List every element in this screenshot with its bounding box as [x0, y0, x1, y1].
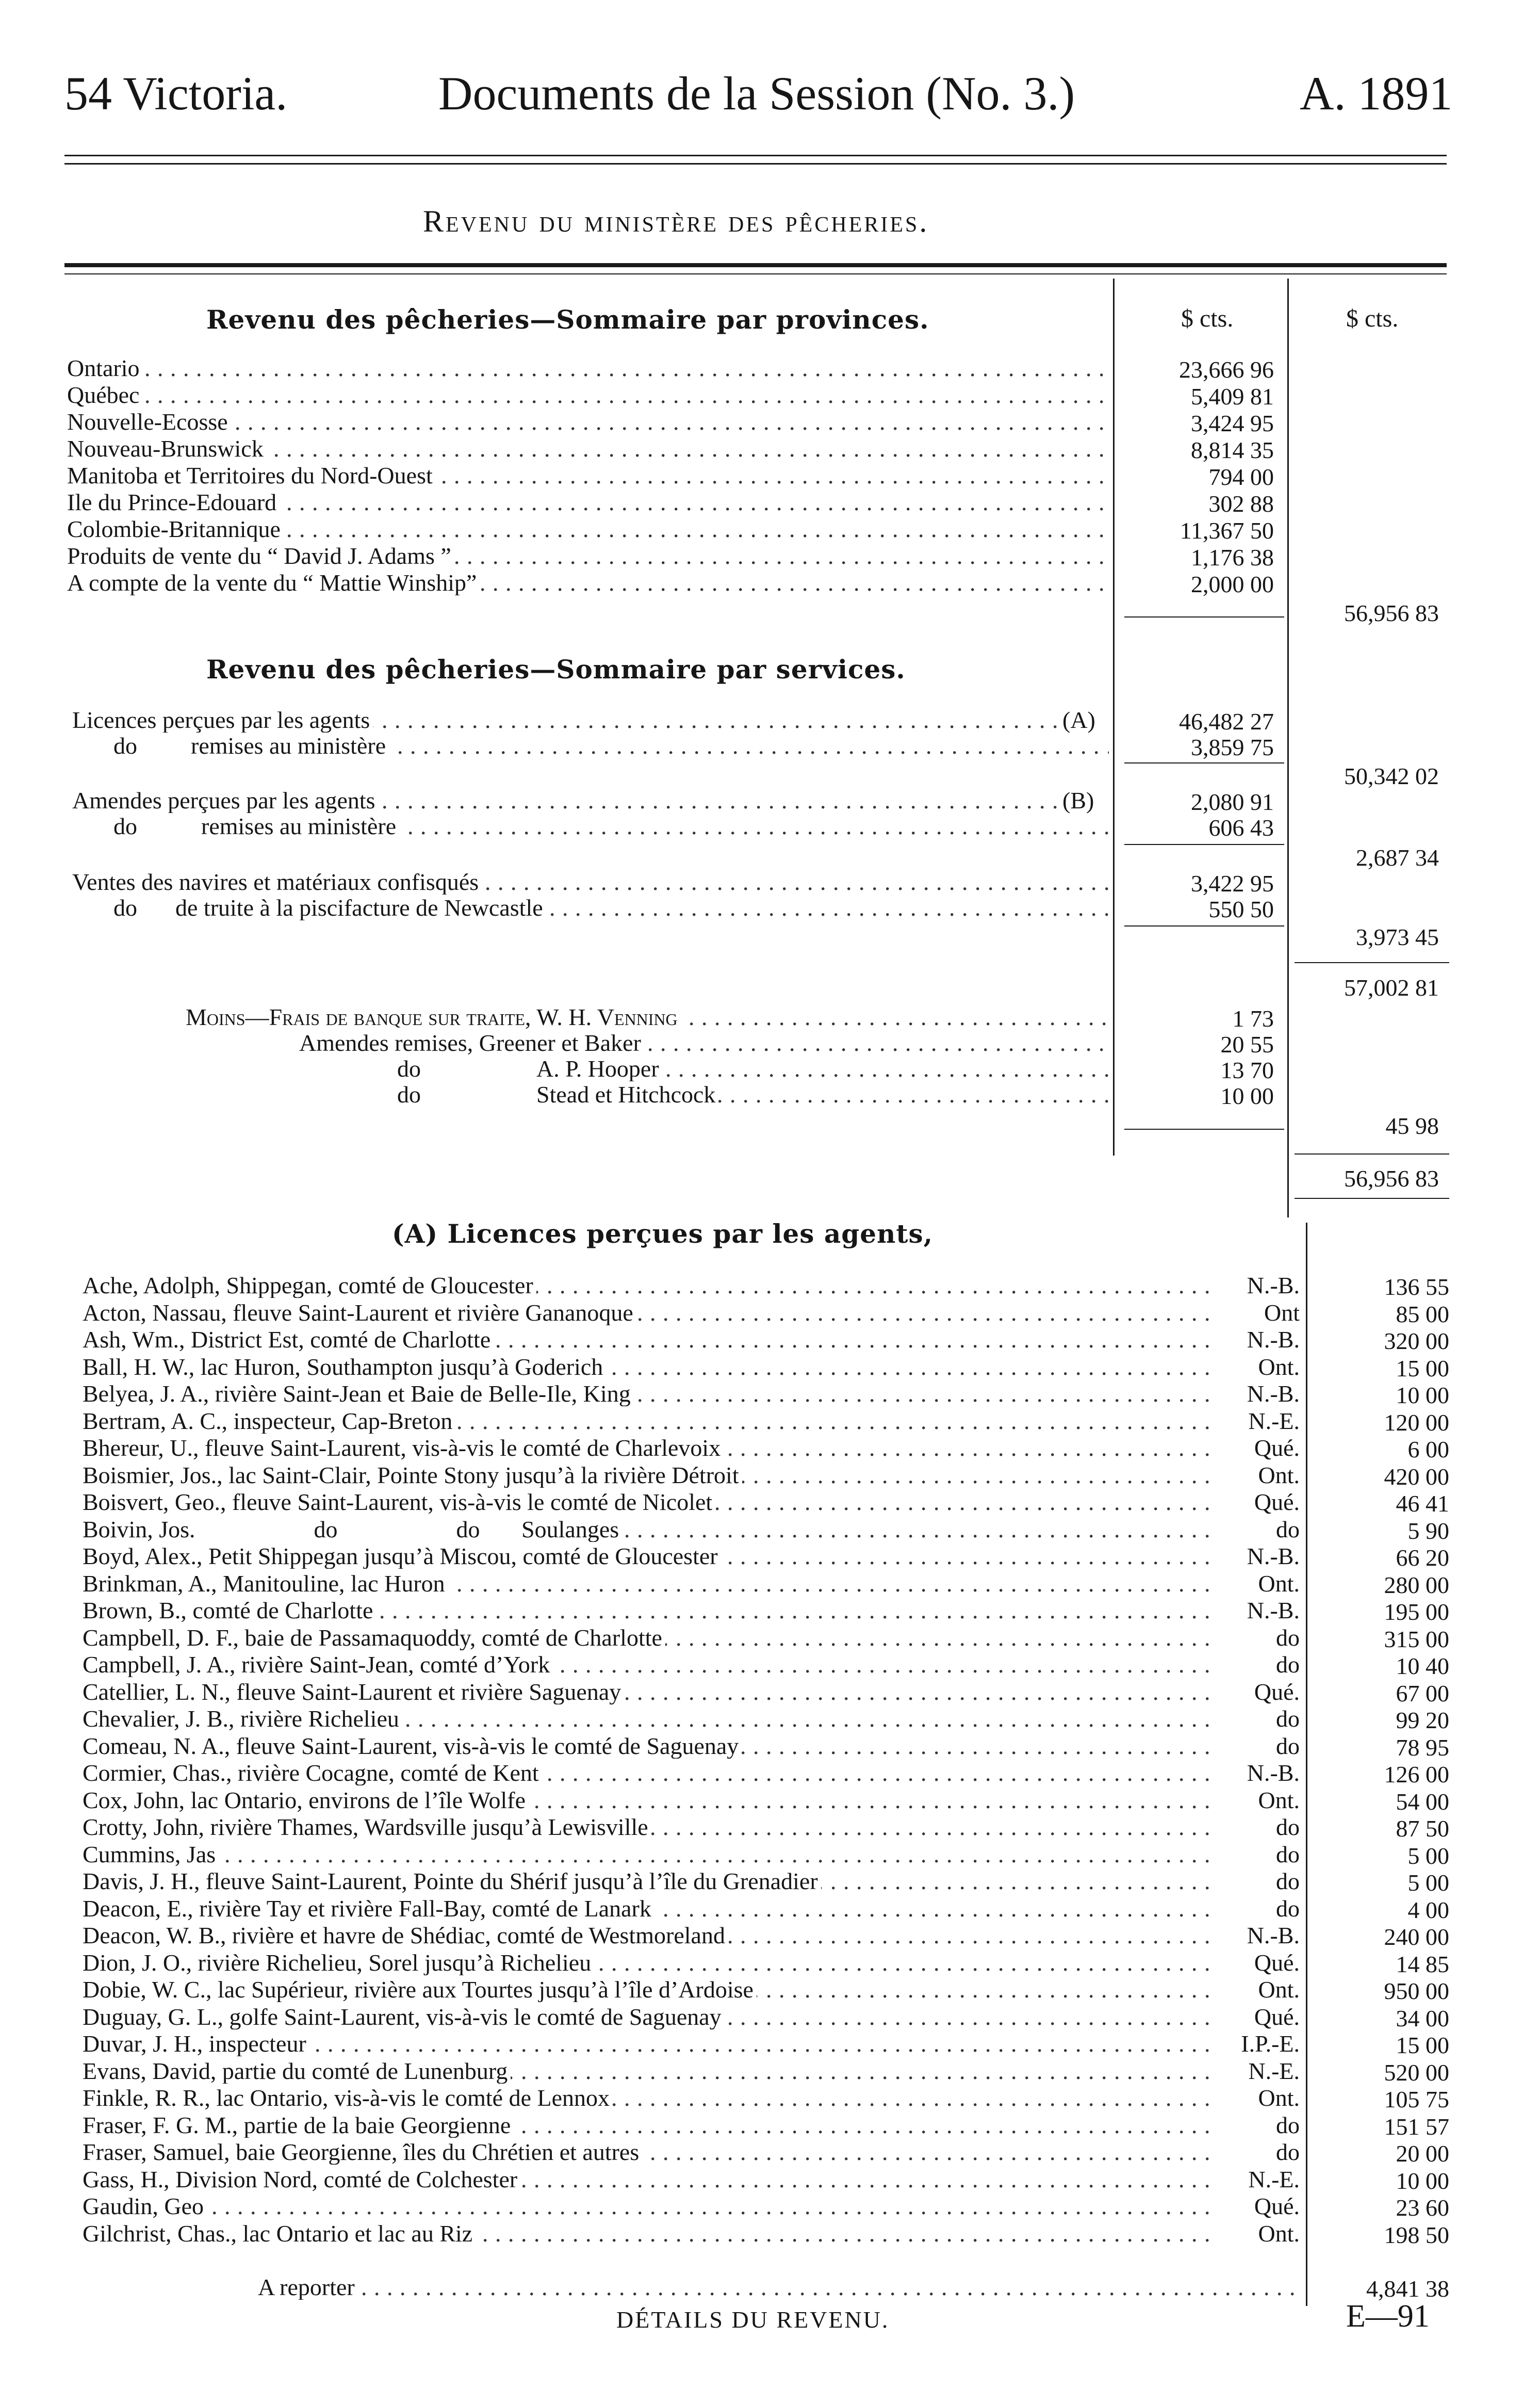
- licence-row: [83, 2032, 1305, 2056]
- licence-agent-label: Ball, H. W., lac Huron, Southampton jusqu’à Goderich: [83, 1355, 606, 1379]
- licence-province: N.-B.: [1212, 1761, 1300, 1785]
- licence-amount: 85 00: [1396, 1301, 1449, 1327]
- licence-agent-label: Acton, Nassau, fleuve Saint-Laurent et rivière Gananoque: [83, 1301, 636, 1325]
- services-grand-total: 57,002 81: [1344, 974, 1439, 1001]
- licence-amount: 66 20: [1396, 1545, 1449, 1571]
- licence-province: do: [1212, 1815, 1300, 1840]
- licence-row: [83, 2167, 1305, 2192]
- licence-amount: 78 95: [1396, 1734, 1449, 1761]
- licence-province: N.-E.: [1212, 1409, 1300, 1434]
- services-ventes-truite-row: do de truite à la piscifacture de Newcastle . . .: [113, 896, 1119, 920]
- services-amendes-row: Amendes perçues par les agents . . . (B): [72, 788, 1124, 813]
- header-year: A. 1891: [1300, 67, 1453, 120]
- licence-agent-label: Dobie, W. C., lac Supérieur, rivière aux Tourtes jusqu’à l’île d’Ardoise: [83, 1977, 757, 2002]
- province-label: Manitoba et Territoires du Nord-Ouest: [67, 463, 436, 488]
- licence-row: [83, 1436, 1305, 1460]
- licence-amount: 315 00: [1384, 1626, 1449, 1652]
- licence-province: N.-B.: [1212, 1327, 1300, 1352]
- licence-province: N.-B.: [1212, 1273, 1300, 1298]
- licence-amount: 10 00: [1396, 2168, 1449, 2194]
- licence-row: [83, 2221, 1305, 2246]
- licence-agent-label: Chevalier, J. B., rivière Richelieu: [83, 1707, 402, 1731]
- licence-amount: 46 41: [1396, 1490, 1449, 1517]
- licence-row: [83, 1544, 1305, 1569]
- licence-amount: 320 00: [1384, 1328, 1449, 1354]
- licence-province: Ont.: [1212, 1788, 1300, 1813]
- licence-agent-label: Gass, H., Division Nord, comté de Colchester: [83, 2167, 520, 2192]
- licence-agent-label: Deacon, E., rivière Tay et rivière Fall-Bay, comté de Lanark: [83, 1896, 654, 1921]
- rule-ventes: [1124, 925, 1284, 927]
- licence-row: [83, 1652, 1305, 1677]
- licence-agent-label: Bertram, A. C., inspecteur, Cap-Breton: [83, 1409, 455, 1434]
- licence-row: [83, 1842, 1305, 1867]
- services-amendes-remises-amount: 606 43: [1208, 815, 1274, 841]
- moins-greener-row: Amendes remises, Greener et Baker . . .: [299, 1031, 1119, 1055]
- title-rule-thin: [64, 273, 1447, 274]
- province-amount: 794 00: [1208, 464, 1274, 490]
- licence-province: do: [1212, 1652, 1300, 1677]
- services-ventes-truite-amount: 550 50: [1208, 896, 1274, 922]
- header-rule-top: [64, 155, 1447, 156]
- licence-amount: 420 00: [1384, 1464, 1449, 1490]
- licence-province: Ont.: [1212, 1977, 1300, 2002]
- province-label: A compte de la vente du “ Mattie Winship”: [67, 571, 480, 595]
- licence-province: N.-B.: [1212, 1382, 1300, 1406]
- licence-amount: 10 40: [1396, 1653, 1449, 1679]
- licence-amount: 15 00: [1396, 2032, 1449, 2058]
- rule-licences: [1124, 762, 1284, 763]
- licence-amount: 195 00: [1384, 1599, 1449, 1625]
- amendes-subtotal: 2,687 34: [1356, 844, 1439, 871]
- licence-province: I.P.-E.: [1212, 2032, 1300, 2056]
- licence-row: [83, 1788, 1305, 1813]
- licence-row: [83, 1598, 1305, 1623]
- licence-province: Ont: [1212, 1301, 1300, 1325]
- licence-row: [83, 1815, 1305, 1840]
- licence-row: [83, 1301, 1305, 1325]
- licence-province: N.-B.: [1212, 1923, 1300, 1948]
- provinces-total: 56,956 83: [1344, 600, 1439, 626]
- licence-row: [83, 2194, 1305, 2219]
- licence-agent-label: Cormier, Chas., rivière Cocagne, comté de Kent: [83, 1761, 542, 1785]
- licence-agent-label: Campbell, J. A., rivière Saint-Jean, comté d’York: [83, 1652, 553, 1677]
- licence-amount: 6 00: [1407, 1436, 1449, 1463]
- services-licences-amount: 46,482 27: [1179, 708, 1274, 735]
- licence-province: Qué.: [1212, 1490, 1300, 1515]
- licence-amount: 87 50: [1396, 1815, 1449, 1842]
- licence-amount: 5 00: [1407, 1870, 1449, 1896]
- page-title: Revenu du ministère des pêcheries.: [423, 204, 929, 238]
- licence-amount: 198 50: [1384, 2222, 1449, 2248]
- licence-amount: 67 00: [1396, 1680, 1449, 1707]
- licence-agent-label: Bhereur, U., fleuve Saint-Laurent, vis-à-vis le comté de Charlevoix: [83, 1436, 724, 1460]
- licence-amount: 280 00: [1384, 1572, 1449, 1598]
- licence-province: do: [1212, 2140, 1300, 2165]
- licence-amount: 136 55: [1384, 1274, 1449, 1300]
- province-row: [67, 490, 1109, 515]
- licence-amount: 5 90: [1407, 1518, 1449, 1544]
- rule-moins: [1124, 1129, 1284, 1130]
- licence-agent-label: Boismier, Jos., lac Saint-Clair, Pointe Stony jusqu’à la rivière Détroit: [83, 1463, 742, 1488]
- moins-stead-row: do Stead et Hitchcock . . .: [397, 1082, 1119, 1107]
- column-head-cents-1: $ cts.: [1181, 305, 1234, 332]
- licence-row: [83, 1707, 1305, 1731]
- rule-net-total-bottom: [1295, 1198, 1449, 1199]
- licence-amount: 15 00: [1396, 1355, 1449, 1382]
- province-row: [67, 356, 1109, 381]
- licence-row: [83, 1977, 1305, 2002]
- licence-agent-label: Dion, J. O., rivière Richelieu, Sorel jusqu’à Richelieu: [83, 1951, 594, 1975]
- licence-row: [83, 1571, 1305, 1596]
- licence-amount: 5 00: [1407, 1843, 1449, 1869]
- licence-agent-label: Davis, J. H., fleuve Saint-Laurent, Pointe du Shérif jusqu’à l’île du Grenadier: [83, 1869, 821, 1894]
- licence-agent-label: Finkle, R. R., lac Ontario, vis-à-vis le comté de Lennox: [83, 2086, 613, 2110]
- footer-page-number: E—91: [1346, 2299, 1430, 2334]
- licence-amount: 151 57: [1384, 2114, 1449, 2140]
- licence-row: [83, 1327, 1305, 1352]
- licence-row: [83, 1951, 1305, 1975]
- column-rule-3: [1306, 1223, 1307, 2306]
- licence-amount: 20 00: [1396, 2140, 1449, 2167]
- licence-province: do: [1212, 1842, 1300, 1867]
- licence-province: Ont.: [1212, 2086, 1300, 2110]
- section-heading-services: Revenu des pêcheries—Sommaire par services.: [206, 654, 906, 685]
- rule-amendes: [1124, 844, 1284, 845]
- moins-greener-amount: 20 55: [1220, 1031, 1274, 1058]
- licence-province: Qué.: [1212, 1951, 1300, 1975]
- province-label: Nouveau-Brunswick: [67, 436, 267, 461]
- licence-row: [83, 1273, 1305, 1298]
- licence-agent-label: Crotty, John, rivière Thames, Wardsville jusqu’à Lewisville: [83, 1815, 651, 1840]
- province-row: [67, 410, 1109, 434]
- licence-amount: 54 00: [1396, 1789, 1449, 1815]
- licence-amount: 10 00: [1396, 1382, 1449, 1408]
- licence-amount: 126 00: [1384, 1761, 1449, 1788]
- licence-agent-label: Duguay, G. L., golfe Saint-Laurent, vis-à-vis le comté de Saguenay: [83, 2005, 725, 2029]
- licence-amount: 14 85: [1396, 1951, 1449, 1977]
- licence-province: Qué.: [1212, 1680, 1300, 1704]
- licence-province: do: [1212, 1869, 1300, 1894]
- province-amount: 2,000 00: [1191, 571, 1274, 597]
- licence-province: do: [1212, 1896, 1300, 1921]
- net-total: 56,956 83: [1344, 1165, 1439, 1192]
- licence-row: [83, 1680, 1305, 1704]
- licence-agent-label: Brown, B., comté de Charlotte: [83, 1598, 376, 1623]
- province-row: [67, 436, 1109, 461]
- province-row: [67, 544, 1109, 568]
- mark-a: (A): [1062, 707, 1095, 733]
- header-rule-bottom: [64, 163, 1447, 165]
- province-label: Produits de vente du “ David J. Adams ”: [67, 544, 454, 568]
- services-licences-remises-amount: 3,859 75: [1191, 734, 1274, 760]
- licence-agent-label: Ash, Wm., District Est, comté de Charlotte: [83, 1327, 494, 1352]
- column-head-cents-2: $ cts.: [1346, 305, 1399, 332]
- services-licences-remises-row: do remises au ministère . . .: [113, 734, 1119, 758]
- province-label: Ile du Prince-Edouard: [67, 490, 280, 515]
- province-label: Québec: [67, 383, 142, 408]
- licence-amount: 34 00: [1396, 2005, 1449, 2032]
- licence-row: [83, 1734, 1305, 1759]
- licence-agent-label: Gaudin, Geo: [83, 2194, 207, 2219]
- moins-stead-amount: 10 00: [1220, 1083, 1274, 1109]
- licence-row: [83, 1463, 1305, 1488]
- section-heading-licences: (A) Licences perçues par les agents,: [392, 1218, 933, 1249]
- licence-row: [83, 1869, 1305, 1894]
- ventes-subtotal: 3,973 45: [1356, 924, 1439, 950]
- moins-hooper-row: do A. P. Hooper . . .: [397, 1057, 1119, 1081]
- licence-province: N.-B.: [1212, 1598, 1300, 1623]
- licence-province: Qué.: [1212, 2194, 1300, 2219]
- licence-agent-label: Boyd, Alex., Petit Shippegan jusqu’à Miscou, comté de Gloucester: [83, 1544, 721, 1569]
- licence-row: [83, 2140, 1305, 2165]
- province-amount: 302 88: [1208, 491, 1274, 517]
- licence-agent-label: Cox, John, lac Ontario, environs de l’île Wolfe: [83, 1788, 529, 1813]
- licence-amount: 240 00: [1384, 1924, 1449, 1950]
- carry-forward-amount: 4,841 38: [1366, 2276, 1449, 2302]
- licence-row: [83, 1626, 1305, 1650]
- services-amendes-amount: 2,080 91: [1191, 789, 1274, 815]
- licence-amount: 950 00: [1384, 1978, 1449, 2004]
- licence-province: Qué.: [1212, 1436, 1300, 1460]
- licence-row: [83, 2059, 1305, 2084]
- province-label: Ontario: [67, 356, 143, 381]
- province-row: [67, 383, 1109, 408]
- moins-amount: 1 73: [1232, 1005, 1274, 1032]
- licence-row: [83, 1923, 1305, 1948]
- licence-agent-label: Campbell, D. F., baie de Passamaquoddy, comté de Charlotte: [83, 1626, 665, 1650]
- licence-row: [83, 1355, 1305, 1379]
- licence-agent-label: Gilchrist, Chas., lac Ontario et lac au Riz: [83, 2221, 476, 2246]
- licence-province: N.-E.: [1212, 2167, 1300, 2192]
- province-amount: 11,367 50: [1179, 517, 1274, 544]
- licence-row: [83, 1896, 1305, 1921]
- rule-net-total: [1295, 1153, 1449, 1155]
- title-rule-thick: [64, 263, 1447, 267]
- licence-province: N.-B.: [1212, 1544, 1300, 1569]
- province-row: [67, 463, 1109, 488]
- footer-title: DÉTAILS DU REVENU.: [616, 2306, 890, 2333]
- licence-row: [83, 1490, 1305, 1515]
- licence-province: do: [1212, 1734, 1300, 1759]
- licence-agent-label: Duvar, J. H., inspecteur: [83, 2032, 309, 2056]
- licence-agent-label: Boivin, Jos. do do Soulanges: [83, 1517, 622, 1542]
- province-label: Nouvelle-Ecosse: [67, 410, 231, 434]
- licence-agent-label: Boisvert, Geo., fleuve Saint-Laurent, vis-à-vis le comté de Nicolet: [83, 1490, 715, 1515]
- licence-row: [83, 2113, 1305, 2138]
- services-amendes-remises-row: do remises au ministère . . .: [113, 814, 1119, 839]
- licence-row: [83, 1517, 1305, 1542]
- section-heading-provinces: Revenu des pêcheries—Sommaire par provinces.: [206, 304, 929, 335]
- licence-agent-label: Belyea, J. A., rivière Saint-Jean et Baie de Belle-Ile, King: [83, 1382, 634, 1406]
- licence-province: do: [1212, 1517, 1300, 1542]
- licence-province: do: [1212, 1626, 1300, 1650]
- licence-row: [83, 1761, 1305, 1785]
- rule-provinces-total: [1124, 616, 1284, 618]
- licence-province: do: [1212, 2113, 1300, 2138]
- province-row: [67, 571, 1109, 595]
- moins-hooper-amount: 13 70: [1220, 1057, 1274, 1083]
- services-ventes-amount: 3,422 95: [1191, 870, 1274, 897]
- licence-agent-label: Deacon, W. B., rivière et havre de Shédiac, comté de Westmoreland: [83, 1923, 728, 1948]
- licence-amount: 4 00: [1407, 1897, 1449, 1923]
- licence-agent-label: Comeau, N. A., fleuve Saint-Laurent, vis-à-vis le comté de Saguenay: [83, 1734, 742, 1759]
- province-amount: 1,176 38: [1191, 544, 1274, 571]
- moins-row: Moins—Frais de banque sur traite, W. H. Venning . . .: [186, 1005, 1124, 1030]
- province-amount: 8,814 35: [1191, 437, 1274, 463]
- licence-amount: 120 00: [1384, 1409, 1449, 1436]
- licence-agent-label: Brinkman, A., Manitouline, lac Huron: [83, 1571, 448, 1596]
- licence-amount: 520 00: [1384, 2059, 1449, 2086]
- licence-row: [83, 1382, 1305, 1406]
- carry-forward-row: A reporter . . .: [258, 2275, 1305, 2300]
- rule-grand-total: [1295, 962, 1449, 963]
- licence-row: [83, 2086, 1305, 2110]
- province-label: Colombie-Britannique: [67, 517, 284, 542]
- licence-province: Qué.: [1212, 2005, 1300, 2029]
- licence-province: N.-E.: [1212, 2059, 1300, 2084]
- moins-total: 45 98: [1385, 1113, 1439, 1139]
- licence-amount: 23 60: [1396, 2195, 1449, 2221]
- licence-province: do: [1212, 1707, 1300, 1731]
- province-amount: 3,424 95: [1191, 410, 1274, 436]
- licence-amount: 99 20: [1396, 1707, 1449, 1733]
- licence-province: Ont.: [1212, 1571, 1300, 1596]
- licences-subtotal: 50,342 02: [1344, 763, 1439, 789]
- header-document-title: Documents de la Session (No. 3.): [438, 67, 1075, 120]
- province-amount: 23,666 96: [1179, 356, 1274, 383]
- licence-agent-label: Fraser, F. G. M., partie de la baie Georgienne: [83, 2113, 514, 2138]
- header-session-year: 54 Victoria.: [64, 67, 288, 120]
- services-ventes-row: Ventes des navires et matériaux confisqués . . .: [72, 870, 1124, 895]
- licence-province: Ont.: [1212, 2221, 1300, 2246]
- licence-province: Ont.: [1212, 1463, 1300, 1488]
- licence-agent-label: Catellier, L. N., fleuve Saint-Laurent et rivière Saguenay: [83, 1680, 624, 1704]
- licence-agent-label: Evans, David, partie du comté de Lunenburg: [83, 2059, 511, 2084]
- column-rule-2: [1287, 279, 1289, 1217]
- licence-agent-label: Ache, Adolph, Shippegan, comté de Gloucester: [83, 1273, 536, 1298]
- licence-row: [83, 1409, 1305, 1434]
- province-row: [67, 517, 1109, 542]
- licence-amount: 105 75: [1384, 2086, 1449, 2112]
- mark-b: (B): [1062, 787, 1094, 814]
- licence-province: Ont.: [1212, 1355, 1300, 1379]
- licence-row: [83, 2005, 1305, 2029]
- province-amount: 5,409 81: [1191, 383, 1274, 410]
- licence-agent-label: Cummins, Jas: [83, 1842, 219, 1867]
- licence-agent-label: Fraser, Samuel, baie Georgienne, îles du Chrétien et autres: [83, 2140, 642, 2165]
- services-licences-row: Licences perçues par les agents . . . (A): [72, 708, 1124, 733]
